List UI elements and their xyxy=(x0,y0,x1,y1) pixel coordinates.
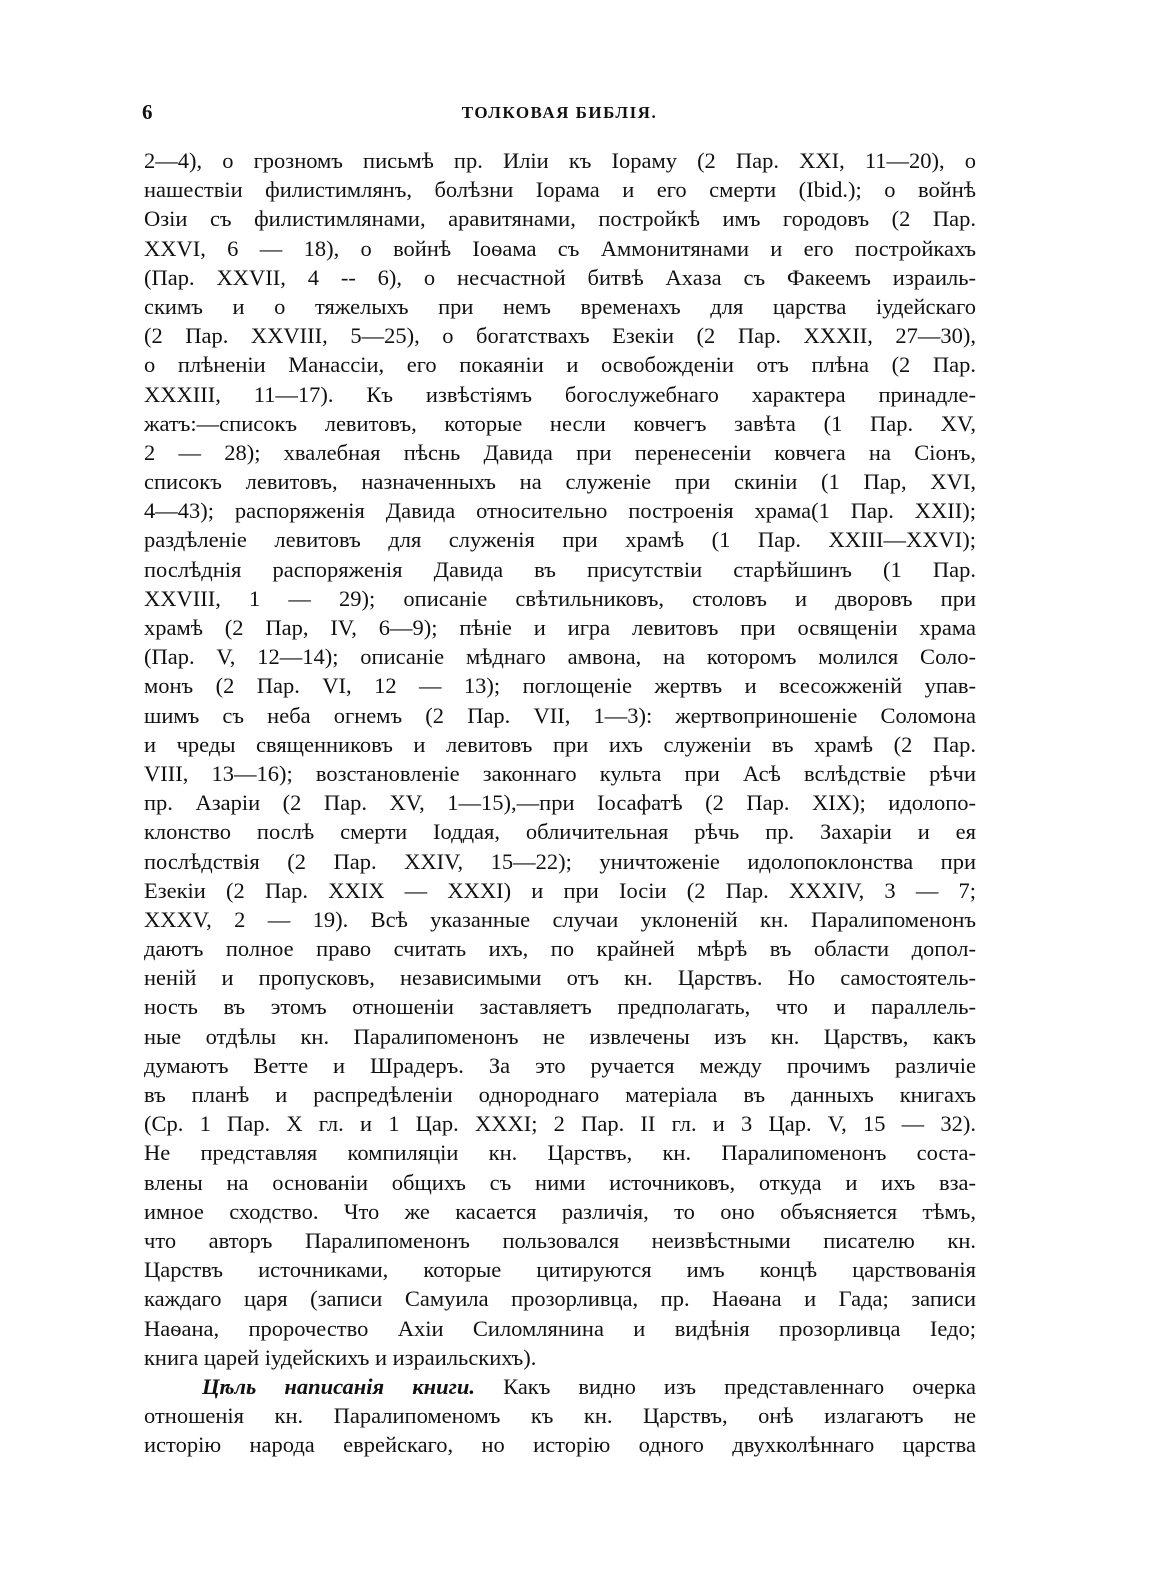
section-heading: Цѣль написанія книги. xyxy=(202,1373,476,1399)
text-line: и чреды священниковъ и левитовъ при ихъ служеніи въ храмѣ (2 Пар. xyxy=(144,731,976,757)
text-span: Какъ видно изъ представленнаго очерка xyxy=(475,1373,976,1399)
text-line: Наѳана, пророчество Ахіи Силомлянина и видѣнія прозорливца Іедо; xyxy=(144,1315,976,1341)
body-text xyxy=(144,146,976,1459)
text-line: храмѣ (2 Пар, IV, 6—9); пѣніе и игра левитовъ при освященіи храма xyxy=(144,615,976,640)
text-line: Царствъ источниками, которые цитируются имъ концѣ царствованія xyxy=(144,1257,976,1283)
text-line: клонство послѣ смерти Іоддая, обличительная рѣчь пр. Захаріи и ея xyxy=(144,819,976,845)
text-line: даютъ полное право считать ихъ, по крайней мѣрѣ въ области допол- xyxy=(144,936,976,962)
text-line: (Ср. 1 Пар. X гл. и 1 Цар. XXXI; 2 Пар. II гл. и 3 Цар. V, 15 — 32). xyxy=(144,1111,976,1137)
text-line: въ планѣ и распредѣленіи однороднаго матеріала въ данныхъ книгахъ xyxy=(144,1082,976,1107)
text-line: пр. Азаріи (2 Пар. XV, 1—15),—при Іосафатѣ (2 Пар. XIX); идолопо- xyxy=(144,790,976,816)
text-line: 4—43); распоряженія Давида относительно построенія храма(1 Пар. XXII); xyxy=(144,498,976,524)
paragraph xyxy=(144,1372,976,1460)
text-line: имное сходство. Что же касается различія, то оно объясняется тѣмъ, xyxy=(144,1198,976,1224)
text-line: монъ (2 Пар. VI, 12 — 13); поглощеніе жертвъ и всесожженій упав- xyxy=(144,673,976,699)
text-line: влены на основаніи общихъ съ ними источниковъ, откуда и ихъ вза- xyxy=(144,1169,976,1195)
text-line: раздѣленіе левитовъ для служенія при храмѣ (1 Пар. XXIII—XXVI); xyxy=(144,527,976,553)
text-line: нашествіи филистимлянъ, болѣзни Іорама и его смерти (Ibid.); о войнѣ xyxy=(144,177,976,203)
text-line: послѣдствія (2 Пар. XXIV, 15—22); уничтоженіе идолопоклонства при xyxy=(144,848,976,874)
page-number: 6 xyxy=(142,100,153,124)
text-line: XXXIII, 11—17). Къ извѣстіямъ богослужебнаго характера принадле- xyxy=(144,381,976,407)
text-line: (Пар. XXVII, 4 -- 6), о несчастной битвѣ Ахаза съ Факеемъ израиль- xyxy=(144,264,976,290)
text-line: XXVIII, 1 — 29); описаніе свѣтильниковъ, столовъ и дворовъ при xyxy=(144,585,976,611)
text-line: скимъ и о тяжелыхъ при немъ временахъ для царства іудейскаго xyxy=(144,293,976,319)
text-line: Озіи съ филистимлянами, аравитянами, постройкѣ имъ городовъ (2 Пар. xyxy=(144,206,976,232)
text-line: Езекіи (2 Пар. XXIX — XXXI) и при Іосіи (2 Пар. XXXIV, 3 — 7; xyxy=(144,877,976,903)
text-line: списокъ левитовъ, назначенныхъ на служеніе при скиніи (1 Пар, XVI, xyxy=(144,469,976,495)
text-line: исторію народа еврейскаго, но исторію одного двухколѣннаго царства xyxy=(144,1432,976,1458)
text-line: Не представляя компиляціи кн. Царствъ, кн. Паралипоменонъ соста- xyxy=(144,1140,976,1166)
running-title: ТОЛКОВАЯ БИБЛІЯ. xyxy=(461,103,658,122)
text-line: что авторъ Паралипоменонъ пользовался неизвѣстными писателю кн. xyxy=(144,1227,976,1253)
paragraph xyxy=(144,146,976,1372)
text-line: послѣднія распоряженія Давида въ присутствіи старѣйшинъ (1 Пар. xyxy=(144,556,976,582)
text-line: XXVI, 6 — 18), о войнѣ Іоѳама съ Аммонитянами и его постройкахъ xyxy=(144,235,976,261)
text-line: 2—4), о грозномъ письмѣ пр. Иліи къ Іораму (2 Пар. XXI, 11—20), о xyxy=(144,148,976,173)
text-line: каждаго царя (записи Самуила прозорливца, пр. Наѳана и Гада; записи xyxy=(144,1286,976,1312)
text-line: шимъ съ неба огнемъ (2 Пар. VII, 1—3): жертвоприношеніе Соломона xyxy=(144,702,976,728)
text-line: (Пар. V, 12—14); описаніе мѣднаго амвона, на которомъ молился Соло- xyxy=(144,644,976,670)
text-line xyxy=(144,1372,976,1401)
text-line: 2 — 28); хвалебная пѣснь Давида при перенесеніи ковчега на Сіонъ, xyxy=(144,439,976,465)
text-line: книга царей іудейскихъ и израильскихъ). xyxy=(144,1344,537,1370)
text-line: XXXV, 2 — 19). Всѣ указанные случаи уклоненій кн. Паралипоменонъ xyxy=(144,906,976,932)
text-line: о плѣненіи Манассіи, его покаяніи и освобожденіи отъ плѣна (2 Пар. xyxy=(144,352,976,378)
text-line: отношенія кн. Паралипоменомъ къ кн. Царствъ, онѣ излагаютъ не xyxy=(144,1403,976,1429)
text-line: неній и пропусковъ, независимыми отъ кн. Царствъ. Но самостоятель- xyxy=(144,965,976,991)
text-line: (2 Пар. XXVIII, 5—25), о богатствахъ Езекіи (2 Пар. XXXII, 27—30), xyxy=(144,323,976,349)
text-line: ные отдѣлы кн. Паралипоменонъ не извлечены изъ кн. Царствъ, какъ xyxy=(144,1023,976,1049)
text-line: ность въ этомъ отношеніи заставляетъ предполагать, что и параллель- xyxy=(144,994,976,1020)
page-header xyxy=(142,100,977,130)
text-line: VIII, 13—16); возстановленіе законнаго культа при Асѣ вслѣдствіе рѣчи xyxy=(144,760,976,786)
text-line: думаютъ Ветте и Шрадеръ. За это ручается между прочимъ различіе xyxy=(144,1052,976,1078)
text-line: жатъ:—списокъ левитовъ, которые несли ковчегъ завѣта (1 Пар. XV, xyxy=(144,410,976,436)
